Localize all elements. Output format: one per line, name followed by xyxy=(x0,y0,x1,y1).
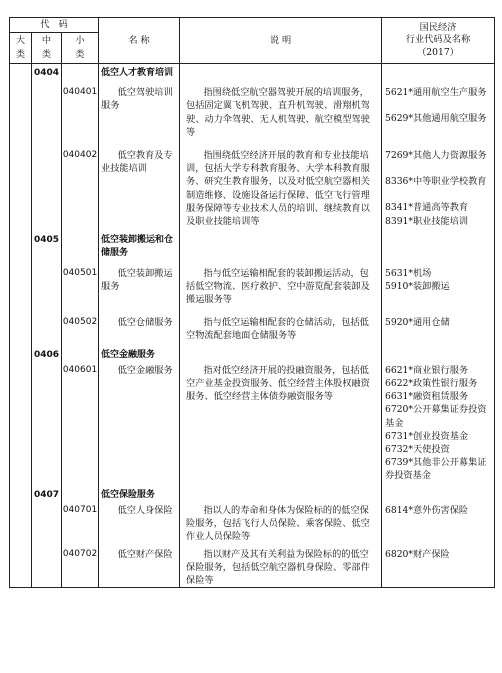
item-description: 指以财产及其有关利益为保险标的的低空保险服务，包括低空航空器机身保险、零部件保险等 xyxy=(180,548,382,588)
item-description: 指以人的寿命和身体为保险标的的低空保险服务，包括飞行人员保险、乘客保险、低空作业人员保险等 xyxy=(180,504,382,544)
table-row xyxy=(10,149,495,228)
minor-code: 040702 xyxy=(62,548,99,588)
industry-codes xyxy=(382,149,495,228)
minor-class-header: 小 类 xyxy=(62,33,99,64)
major-class-cell xyxy=(10,64,32,588)
industry-code: 8336*中等职业学校教育 xyxy=(385,176,487,188)
middle-class-header: 中 类 xyxy=(32,33,62,64)
category-name: 低空保险服务 xyxy=(99,489,180,502)
item-name: 低空教育及专业技能培训 xyxy=(99,149,180,228)
industry-code: 6814*意外伤害保险 xyxy=(385,504,469,516)
industry-code: 6631*融资租赁服务 xyxy=(385,391,469,403)
minor-code: 040601 xyxy=(62,364,99,483)
industry-code: 6820*财产保险 xyxy=(385,548,450,560)
industry-codes xyxy=(382,86,495,139)
table-row xyxy=(10,489,495,502)
name-header: 名 称 xyxy=(99,18,180,64)
major-class-header: 大 类 xyxy=(10,33,32,64)
minor-code: 040701 xyxy=(62,504,99,544)
middle-code: 0406 xyxy=(32,349,62,362)
industry-code: 5910*装卸搬运 xyxy=(385,280,450,292)
description-header: 说 明 xyxy=(180,18,382,64)
table-row xyxy=(10,504,495,544)
table-row xyxy=(10,86,495,139)
minor-code: 040401 xyxy=(62,86,99,139)
item-name: 低空金融服务 xyxy=(99,364,180,483)
table-row xyxy=(10,234,495,260)
industry-code: 6622*政策性银行服务 xyxy=(385,378,478,390)
industry-code: 6731*创业投资基金 xyxy=(385,430,469,442)
category-name: 低空装卸搬运和仓储服务 xyxy=(99,234,180,260)
industry-code: 5629*其他通用航空服务 xyxy=(385,113,487,125)
classification-table xyxy=(9,17,495,588)
table-row xyxy=(10,316,495,342)
item-description: 指对低空经济开展的投融资服务，包括低空产业基金投资服务、低空经营主体股权融资服务、低空经营主体债券融资服务等 xyxy=(180,364,382,483)
industry-code: 8341*普通高等教育 xyxy=(385,202,469,214)
minor-code: 040501 xyxy=(62,267,99,307)
industry-codes xyxy=(382,267,495,307)
item-description: 指与低空运输相配套的仓储活动，包括低空物流配套地面仓储服务等 xyxy=(180,316,382,342)
item-description: 指围绕低空经济开展的教育和专业技能培训，包括大学专科教育服务、大学本科教育服务、研究生教育服务，以及对低空航空器相关制造维修、设施设备运行保障、低空飞行管理服务保障等专业技术人员的培训、继续教育以及职业技能培训等 xyxy=(180,149,382,228)
table-row xyxy=(10,267,495,307)
table-body xyxy=(10,64,495,588)
item-name: 低空装卸搬运服务 xyxy=(99,267,180,307)
minor-code: 040502 xyxy=(62,316,99,342)
industry-codes xyxy=(382,364,495,483)
item-name: 低空仓储服务 xyxy=(99,316,180,342)
industry-code-header: 国民经济 行业代码及名称 （2017） xyxy=(382,18,495,64)
industry-code: 5631*机场 xyxy=(385,267,432,279)
table-row xyxy=(10,349,495,362)
industry-code: 6739*其他非公开募集证券投资基金 xyxy=(385,457,487,482)
middle-code: 0405 xyxy=(32,234,62,260)
industry-codes xyxy=(382,504,495,544)
table-row xyxy=(10,548,495,588)
table-row xyxy=(10,364,495,483)
item-name: 低空人身保险 xyxy=(99,504,180,544)
table-row xyxy=(10,64,495,81)
industry-code: 6732*天使投资 xyxy=(385,444,450,456)
industry-code: 8391*职业技能培训 xyxy=(385,215,469,227)
item-description: 指与低空运输相配套的装卸搬运活动，包括低空物流、医疗救护、空中游览配套装卸及搬运服务等 xyxy=(180,267,382,307)
middle-code: 0407 xyxy=(32,489,62,502)
industry-code: 5621*通用航空生产服务 xyxy=(385,87,487,99)
industry-codes xyxy=(382,316,495,342)
category-name: 低空人才教育培训 xyxy=(99,64,180,81)
middle-code: 0404 xyxy=(32,64,62,81)
minor-code: 040402 xyxy=(62,149,99,228)
industry-code: 5920*通用仓储 xyxy=(385,317,450,329)
industry-codes xyxy=(382,548,495,588)
category-name: 低空金融服务 xyxy=(99,349,180,362)
industry-code: 7269*其他人力资源服务 xyxy=(385,150,487,162)
item-name: 低空财产保险 xyxy=(99,548,180,588)
industry-code: 6621*商业银行服务 xyxy=(385,364,469,376)
code-group-header: 代 码 xyxy=(10,18,99,33)
item-description: 指围绕低空航空器驾驶开展的培训服务，包括固定翼飞机驾驶、直升机驾驶、滑翔机驾驶、动力伞驾驶、无人机驾驶、航空模型驾驶等 xyxy=(180,86,382,139)
item-name: 低空驾驶培训服务 xyxy=(99,86,180,139)
industry-code: 6720*公开募集证券投资基金 xyxy=(385,404,487,429)
